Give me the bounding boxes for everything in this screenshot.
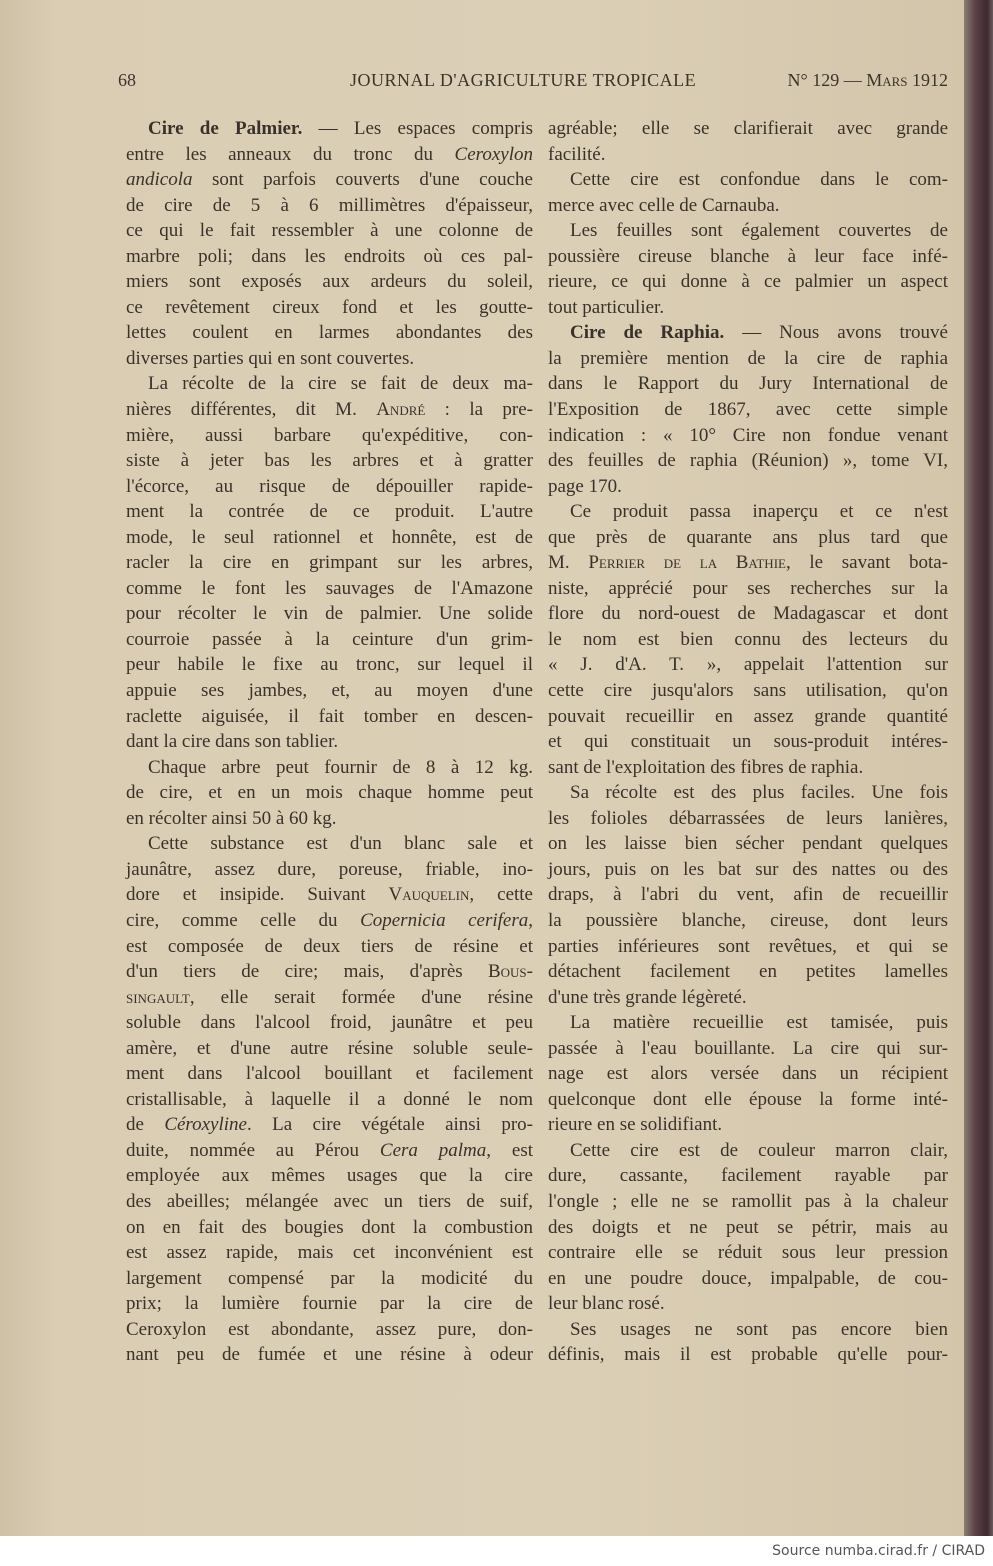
text-line: [126, 167, 533, 193]
text-run: peur habile le fixe au tronc, sur lequel il: [126, 654, 533, 676]
text-line: [548, 985, 948, 1011]
text-run: Sa récolte est des plus faciles. Une fois: [570, 782, 948, 804]
text-line: [126, 269, 533, 295]
text-run: diverses parties qui en sont couvertes.: [126, 347, 415, 369]
text-run: l'ongle ; elle ne se ramollit pas à la chaleur: [548, 1190, 948, 1212]
text-line: [126, 755, 533, 781]
text-line: [126, 831, 533, 857]
text-line: [548, 882, 948, 908]
text-line: [126, 1087, 533, 1113]
text-line: [126, 678, 533, 704]
text-line: [126, 780, 533, 806]
text-line: [548, 448, 948, 474]
text-run: raclette aiguisée, il fait tomber en descen-: [126, 705, 533, 727]
text-line: [126, 448, 533, 474]
text-run: jours, puis on les bat sur des nattes ou des: [548, 858, 948, 880]
text-run: cette cire jusqu'alors sans utilisation, qu'on: [548, 680, 948, 702]
text-run: ment la contrée de ce produit. L'autre: [126, 501, 533, 523]
text-run: Cette cire est de couleur marron clair,: [570, 1139, 948, 1161]
text-line: [126, 397, 533, 423]
text-line: [126, 1138, 533, 1164]
text-run: de cire, et en un mois chaque homme peut: [126, 782, 533, 804]
text-line: [548, 116, 948, 142]
text-run: parties inférieures sont revêtues, et qui se: [548, 935, 948, 957]
text-line: [548, 959, 948, 985]
text-run: Chaque arbre peut fournir de 8 à 12 kg.: [148, 756, 533, 778]
text-run: pour récolter le vin de palmier. Une solide: [126, 603, 533, 625]
text-line: [126, 499, 533, 525]
text-line: [126, 959, 533, 985]
text-run: Ceroxylon est abondante, assez pure, don-: [126, 1318, 533, 1340]
text-run: dant la cire dans son tablier.: [126, 731, 339, 753]
text-run: de: [126, 1114, 165, 1136]
text-line: [126, 1266, 533, 1292]
text-run: cire, comme celle du: [126, 909, 361, 931]
running-header: [118, 70, 948, 96]
text-line: [126, 627, 533, 653]
text-line: [548, 525, 948, 551]
text-run: l'Exposition de 1867, avec cette simple: [548, 399, 948, 421]
text-run: la poussière blanche, cireuse, dont leurs: [548, 909, 948, 931]
text-run: indication : « 10° Cire non fondue venant: [548, 424, 948, 446]
text-run: nant peu de fumée et une résine à odeur: [126, 1344, 533, 1366]
text-run: largement compensé par la modicité du: [126, 1267, 533, 1289]
book-binding-edge: [964, 0, 993, 1536]
text-line: [126, 1163, 533, 1189]
text-run: niste, apprécié pour ses recherches sur la: [548, 577, 948, 599]
text-line: [126, 1317, 533, 1343]
text-run: tout particulier.: [548, 296, 665, 318]
text-run: définis, mais il est probable qu'elle pour-: [548, 1344, 948, 1366]
text-line: [126, 320, 533, 346]
text-line: [126, 295, 533, 321]
text-run: le nom est bien connu des lecteurs du: [548, 628, 948, 650]
text-line: [126, 1342, 533, 1368]
section-heading: Cire de Palmier.: [148, 118, 303, 139]
text-run: nières différentes, dit M.: [126, 399, 377, 421]
text-run: siste à jeter bas les arbres et à gratter: [126, 450, 533, 472]
journal-title: JOURNAL D'AGRICULTURE TROPICALE: [350, 70, 697, 90]
text-line: [548, 806, 948, 832]
text-line: [126, 576, 533, 602]
text-line: [548, 1087, 948, 1113]
text-line: [126, 193, 533, 219]
text-run: rieure, ce qui donne à ce palmier un aspect: [548, 271, 948, 293]
text-run: Ce produit passa inaperçu et ce n'est: [570, 501, 948, 523]
author-name: André: [376, 399, 426, 421]
text-run: duite, nommée au Pérou: [126, 1139, 380, 1161]
text-run: M.: [548, 552, 589, 574]
text-run: et qui constituait un sous-produit intéres-: [548, 731, 948, 753]
text-run: ce qui le fait ressembler à une colonne de: [126, 220, 533, 242]
text-line: [126, 346, 533, 372]
text-line: [126, 704, 533, 730]
text-line: [548, 780, 948, 806]
text-run: les folioles débarrassées de leurs lanières,: [548, 807, 948, 829]
text-run: leur blanc rosé.: [548, 1293, 665, 1315]
text-run: — Les espaces compris: [302, 118, 533, 139]
italic-term: andicola: [126, 169, 193, 191]
text-line: [126, 116, 533, 142]
text-line: [548, 831, 948, 857]
text-line: [548, 934, 948, 960]
text-line: [126, 882, 533, 908]
text-line: [548, 1010, 948, 1036]
italic-term: Cera palma: [379, 1139, 487, 1161]
text-run: marbre poli; dans les endroits où ces pal-: [126, 245, 533, 267]
text-run: dans le Rapport du Jury International de: [548, 373, 948, 395]
text-line: [126, 423, 533, 449]
text-line: [548, 142, 948, 168]
left-column: [126, 116, 533, 1368]
text-line: [548, 1266, 948, 1292]
text-line: [548, 550, 948, 576]
text-line: [126, 244, 533, 270]
text-run: . La cire végétale ainsi pro-: [246, 1114, 534, 1136]
text-run: d'une très grande légèreté.: [548, 986, 747, 1008]
text-run: passée à l'eau bouillante. La cire qui sur-: [548, 1037, 948, 1059]
text-run: La récolte de la cire se fait de deux ma-: [148, 373, 533, 395]
italic-term: Copernicia cerifera: [360, 909, 529, 931]
text-run: sant de l'exploitation des fibres de raphia.: [548, 756, 864, 778]
text-line: [126, 1112, 533, 1138]
text-run: miers sont exposés aux ardeurs du soleil,: [126, 271, 533, 293]
text-line: [548, 269, 948, 295]
text-line: [548, 193, 948, 219]
author-name: singault: [126, 986, 190, 1008]
text-line: [548, 1342, 948, 1368]
text-run: merce avec celle de Carnauba.: [548, 194, 780, 216]
section-heading: Cire de Raphia.: [570, 322, 725, 344]
text-line: [548, 652, 948, 678]
text-run: Ses usages ne sont pas encore bien: [570, 1318, 948, 1340]
text-run: l'écorce, au risque de dépouiller rapide-: [126, 475, 533, 497]
text-run: mode, le seul rationnel et honnête, est de: [126, 526, 533, 548]
text-run: comme le font les sauvages de l'Amazone: [126, 577, 533, 599]
text-run: la première mention de la cire de raphia: [548, 347, 948, 369]
text-line: [548, 1036, 948, 1062]
text-run: dure, cassante, facilement rayable par: [548, 1165, 948, 1187]
text-line: [548, 1061, 948, 1087]
text-run: détachent facilement en petites lamelles: [548, 961, 948, 983]
text-line: [548, 167, 948, 193]
author-name: Vauquelin: [388, 884, 470, 906]
text-line: [126, 474, 533, 500]
text-line: [548, 218, 948, 244]
text-line: [548, 576, 948, 602]
text-line: [126, 806, 533, 832]
text-run: page 170.: [548, 475, 622, 497]
text-line: [548, 499, 948, 525]
text-run: d'un tiers de cire; mais, d'après: [126, 961, 488, 983]
text-line: [548, 627, 948, 653]
text-run: , est: [486, 1139, 534, 1161]
text-run: Les feuilles sont également couvertes de: [570, 220, 948, 242]
text-line: [548, 244, 948, 270]
text-run: entre les anneaux du tronc du: [126, 143, 455, 165]
right-column: [548, 116, 948, 1368]
text-line: [548, 908, 948, 934]
issue-month: Mars: [866, 70, 908, 90]
text-line: [126, 1215, 533, 1241]
text-run: cristallisable, à laquelle il a donné le nom: [126, 1088, 533, 1110]
issue-number: N° 129 —: [787, 70, 867, 90]
text-run: mière, aussi barbare qu'expéditive, con-: [126, 424, 533, 446]
text-line: [126, 142, 533, 168]
text-line: [126, 729, 533, 755]
text-line: [548, 1189, 948, 1215]
text-line: [126, 601, 533, 627]
text-line: [548, 1215, 948, 1241]
italic-term: Ceroxylon: [454, 143, 533, 165]
text-run: soluble dans l'alcool froid, jaunâtre et peu: [126, 1012, 533, 1034]
text-line: [548, 601, 948, 627]
text-line: [548, 1291, 948, 1317]
text-line: [548, 423, 948, 449]
text-line: [126, 218, 533, 244]
text-run: on les laisse bien sécher pendant quelques: [548, 833, 948, 855]
text-run: prix; la lumière fournie par la cire de: [126, 1293, 533, 1315]
text-run: , elle serait formée d'une résine: [189, 986, 533, 1008]
text-run: des feuilles de raphia (Réunion) », tome VI,: [548, 450, 948, 472]
text-run: des doigts et ne peut se pétrir, mais au: [548, 1216, 948, 1238]
text-line: [126, 652, 533, 678]
text-run: contraire elle se réduit sous leur pression: [548, 1242, 948, 1264]
text-line: [126, 1291, 533, 1317]
text-run: draps, à l'abri du vent, afin de recueillir: [548, 884, 948, 906]
text-line: [126, 934, 533, 960]
text-run: en une poudre douce, impalpable, de cou-: [548, 1267, 948, 1289]
author-name: Perrier de la Bathie: [588, 552, 786, 574]
text-run: agréable; elle se clarifierait avec grande: [548, 118, 948, 139]
issue-info: [788, 70, 949, 91]
text-run: rieure en se solidifiant.: [548, 1114, 723, 1136]
text-run: on en fait des bougies dont la combustion: [126, 1216, 533, 1238]
text-run: ce revêtement cireux fond et les goutte-: [126, 296, 533, 318]
text-run: dore et insipide. Suivant: [126, 884, 389, 906]
text-run: jaunâtre, assez dure, poreuse, friable, ino-: [126, 858, 533, 880]
issue-year: 1912: [907, 70, 948, 90]
text-run: Cette cire est confondue dans le com-: [570, 169, 948, 191]
text-run: pouvait recueillir en assez grande quantité: [548, 705, 948, 727]
text-line: [126, 1061, 533, 1087]
text-run: , cette: [469, 884, 533, 906]
text-run: racler la cire en grimpant sur les arbres,: [126, 552, 533, 574]
text-run: — Nous avons trouvé: [724, 322, 948, 344]
text-run: sont parfois couverts d'une couche: [192, 169, 533, 191]
text-line: [126, 1240, 533, 1266]
text-run: employée aux mêmes usages que la cire: [126, 1165, 533, 1187]
text-run: poussière cireuse blanche à leur face infé-: [548, 245, 948, 267]
text-line: [548, 295, 948, 321]
text-line: [126, 550, 533, 576]
text-run: quelconque dont elle épouse la forme inté-: [548, 1088, 948, 1110]
source-credit: Source numba.cirad.fr / CIRAD: [772, 1543, 985, 1559]
text-run: lettes coulent en larmes abondantes des: [126, 322, 533, 344]
text-run: amère, et d'une autre résine soluble seule-: [126, 1037, 533, 1059]
text-run: nage est alors versée dans un récipient: [548, 1063, 948, 1085]
text-run: est assez rapide, mais cet inconvénient est: [126, 1242, 533, 1264]
text-run: appuie ses jambes, et, au moyen d'une: [126, 680, 533, 702]
text-line: [548, 1317, 948, 1343]
text-line: [126, 1189, 533, 1215]
text-run: : la pre-: [425, 399, 534, 421]
text-run: est composée de deux tiers de résine et: [126, 935, 533, 957]
text-run: flore du nord-ouest de Madagascar et dont: [548, 603, 948, 625]
italic-term: Céroxyline: [164, 1114, 247, 1136]
text-run: ,: [528, 909, 533, 931]
text-run: en récolter ainsi 50 à 60 kg.: [126, 807, 337, 829]
text-run: facilité.: [548, 143, 606, 165]
text-run: que près de quarante ans plus tard que: [548, 526, 948, 548]
text-run: « J. d'A. T. », appelait l'attention sur: [548, 654, 948, 676]
text-line: [126, 908, 533, 934]
text-run: ment dans l'alcool bouillant et facilement: [126, 1063, 533, 1085]
text-line: [548, 397, 948, 423]
text-line: [126, 525, 533, 551]
text-line: [548, 729, 948, 755]
text-run: , le savant bota-: [785, 552, 948, 574]
text-run: courroie passée à la ceinture d'un grim-: [126, 628, 533, 650]
text-line: [548, 755, 948, 781]
text-run: La matière recueillie est tamisée, puis: [570, 1012, 948, 1034]
text-run: de cire de 5 à 6 millimètres d'épaisseur,: [126, 194, 533, 216]
text-run: Cette substance est d'un blanc sale et: [148, 833, 533, 855]
text-line: [548, 857, 948, 883]
author-name: Bous-: [487, 961, 533, 983]
text-line: [548, 371, 948, 397]
text-line: [548, 1138, 948, 1164]
text-line: [126, 1036, 533, 1062]
text-line: [548, 474, 948, 500]
text-line: [548, 678, 948, 704]
text-line: [548, 1112, 948, 1138]
page-number: 68: [118, 70, 136, 90]
text-line: [126, 1010, 533, 1036]
text-line: [126, 985, 533, 1011]
text-line: [548, 1240, 948, 1266]
text-line: [126, 371, 533, 397]
text-line: [548, 320, 948, 346]
text-line: [126, 857, 533, 883]
text-line: [548, 704, 948, 730]
text-line: [548, 1163, 948, 1189]
text-line: [548, 346, 948, 372]
text-run: des abeilles; mélangée avec un tiers de suif,: [126, 1190, 533, 1212]
